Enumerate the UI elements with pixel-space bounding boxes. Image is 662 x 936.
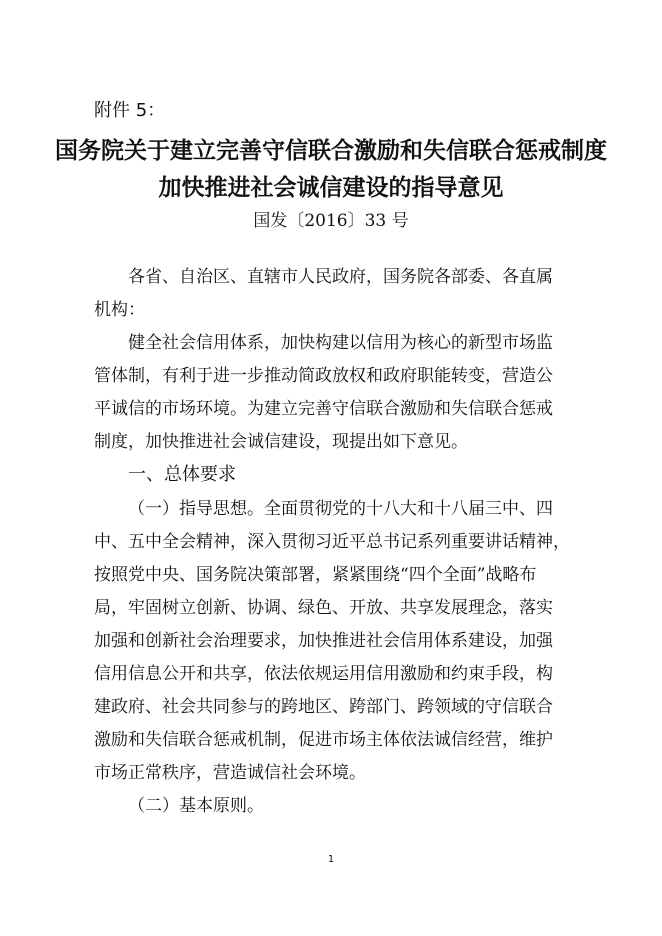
page-number: 1 — [327, 854, 335, 865]
guiding-paragraph-line: 信用信息公开和共享，依法依规运用信用激励和约束手段，构 — [94, 664, 553, 684]
guiding-paragraph-line: 建政府、社会共同参与的跨地区、跨部门、跨领域的守信联合 — [94, 697, 553, 717]
guiding-paragraph-line: 加强和创新社会治理要求，加快推进社会信用体系建设，加强 — [94, 631, 553, 651]
intro-paragraph-line: 平诚信的市场环境。为建立完善守信联合激励和失信联合惩戒 — [94, 399, 553, 419]
document-title-line-1: 国务院关于建立完善守信联合激励和失信联合惩戒制度 — [55, 138, 607, 164]
guiding-paragraph-line: 局，牢固树立创新、协调、绿色、开放、共享发展理念，落实 — [94, 598, 553, 618]
subsection-heading: （二）基本原则。 — [128, 796, 264, 816]
intro-paragraph-line: 健全社会信用体系，加快构建以信用为核心的新型市场监 — [128, 333, 553, 353]
guiding-paragraph-line: 按照党中央、国务院决策部署，紧紧围绕“四个全面”战略布 — [94, 565, 537, 585]
intro-paragraph-line: 制度，加快推进社会诚信建设，现提出如下意见。 — [94, 432, 468, 452]
attachment-label: 附件 5： — [94, 100, 166, 121]
guiding-paragraph-line: 激励和失信联合惩戒机制，促进市场主体依法诚信经营，维护 — [94, 730, 553, 750]
guiding-paragraph-line: （一）指导思想。全面贯彻党的十八大和十八届三中、四 — [128, 499, 553, 519]
guiding-paragraph-line: 中、五中全会精神，深入贯彻习近平总书记系列重要讲话精神， — [94, 532, 570, 552]
salutation-line: 机构： — [94, 300, 145, 320]
section-heading: 一、总体要求 — [128, 464, 236, 485]
guiding-paragraph-line: 市场正常秩序，营造诚信社会环境。 — [94, 763, 366, 783]
salutation-line: 各省、自治区、直辖市人民政府，国务院各部委、各直属 — [128, 267, 553, 287]
intro-paragraph-line: 管体制，有利于进一步推动简政放权和政府职能转变，营造公 — [94, 366, 553, 386]
document-number: 国发〔2016〕33 号 — [253, 211, 409, 231]
document-title-line-2: 加快推进社会诚信建设的指导意见 — [158, 175, 504, 201]
